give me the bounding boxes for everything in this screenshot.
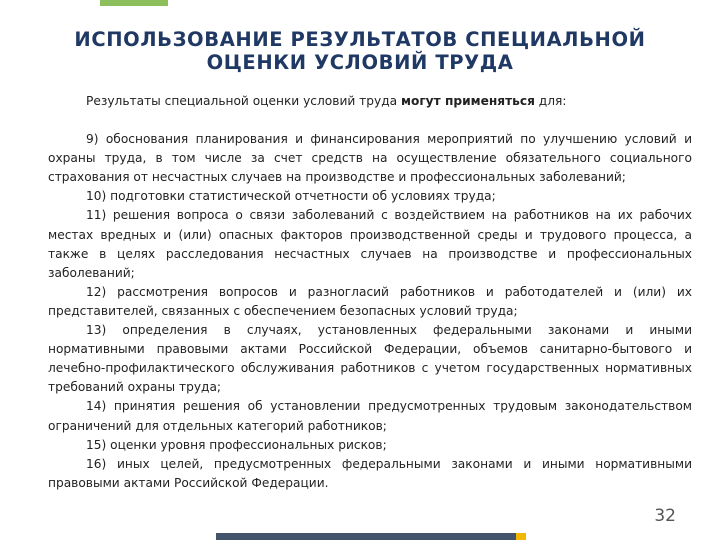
list-item-11: 11) решения вопроса о связи заболеваний с воздействием на работников на их рабочих местах вредных и (или) опасных факторов производственной среды и трудового процесса, а также в целях расследования несчастных случаев на производстве и профессиональных заболеваний; (48, 208, 692, 280)
page-number: 32 (654, 506, 676, 526)
bottom-accent-bar (516, 533, 526, 540)
bottom-bar (216, 533, 516, 540)
list-item-15: 15) оценки уровня профессиональных рисков; (86, 437, 387, 452)
slide-title-line-2: ОЦЕНКИ УСЛОВИЙ ТРУДА (206, 51, 514, 74)
list-item-12: 12) рассмотрения вопросов и разногласий работников и работодателей и (или) их представителей, связанных с обеспечением безопасных условий труда; (48, 284, 692, 318)
list-item-10: 10) подготовки статистической отчетности об условиях труда; (86, 189, 496, 204)
list-item-13: 13) определения в случаях, установленных федеральными законами и иными нормативными правовыми актами Российской Федерации, объемов санитарно-бытового и лечебно-профилактического обслуживания работников с учетом государственных нормативных требований охраны труда; (48, 323, 692, 395)
intro-suffix: для: (534, 94, 567, 108)
slide-title (40, 28, 680, 74)
top-accent-bar (100, 0, 168, 6)
list-item-16: 16) иных целей, предусмотренных федеральными законами и иными нормативными правовыми актами Российской Федерации. (48, 456, 692, 490)
slide-body (48, 92, 692, 493)
list-item-14: 14) принятия решения об установлении предусмотренных трудовым законодательством ограничений для отдельных категорий работников; (48, 399, 692, 433)
intro-bold: могут применяться (400, 94, 535, 108)
slide-title-line-1: ИСПОЛЬЗОВАНИЕ РЕЗУЛЬТАТОВ СПЕЦИАЛЬНОЙ (74, 28, 646, 51)
list-item-9: 9) обоснования планирования и финансирования мероприятий по улучшению условий и охраны труда, в том числе за счет средств на осуществление обязательного социального страхования от несчастных случаев на производстве и профессиональных заболеваний; (48, 132, 692, 185)
intro-prefix: Результаты специальной оценки условий труда (86, 94, 401, 108)
intro-paragraph (48, 92, 692, 111)
